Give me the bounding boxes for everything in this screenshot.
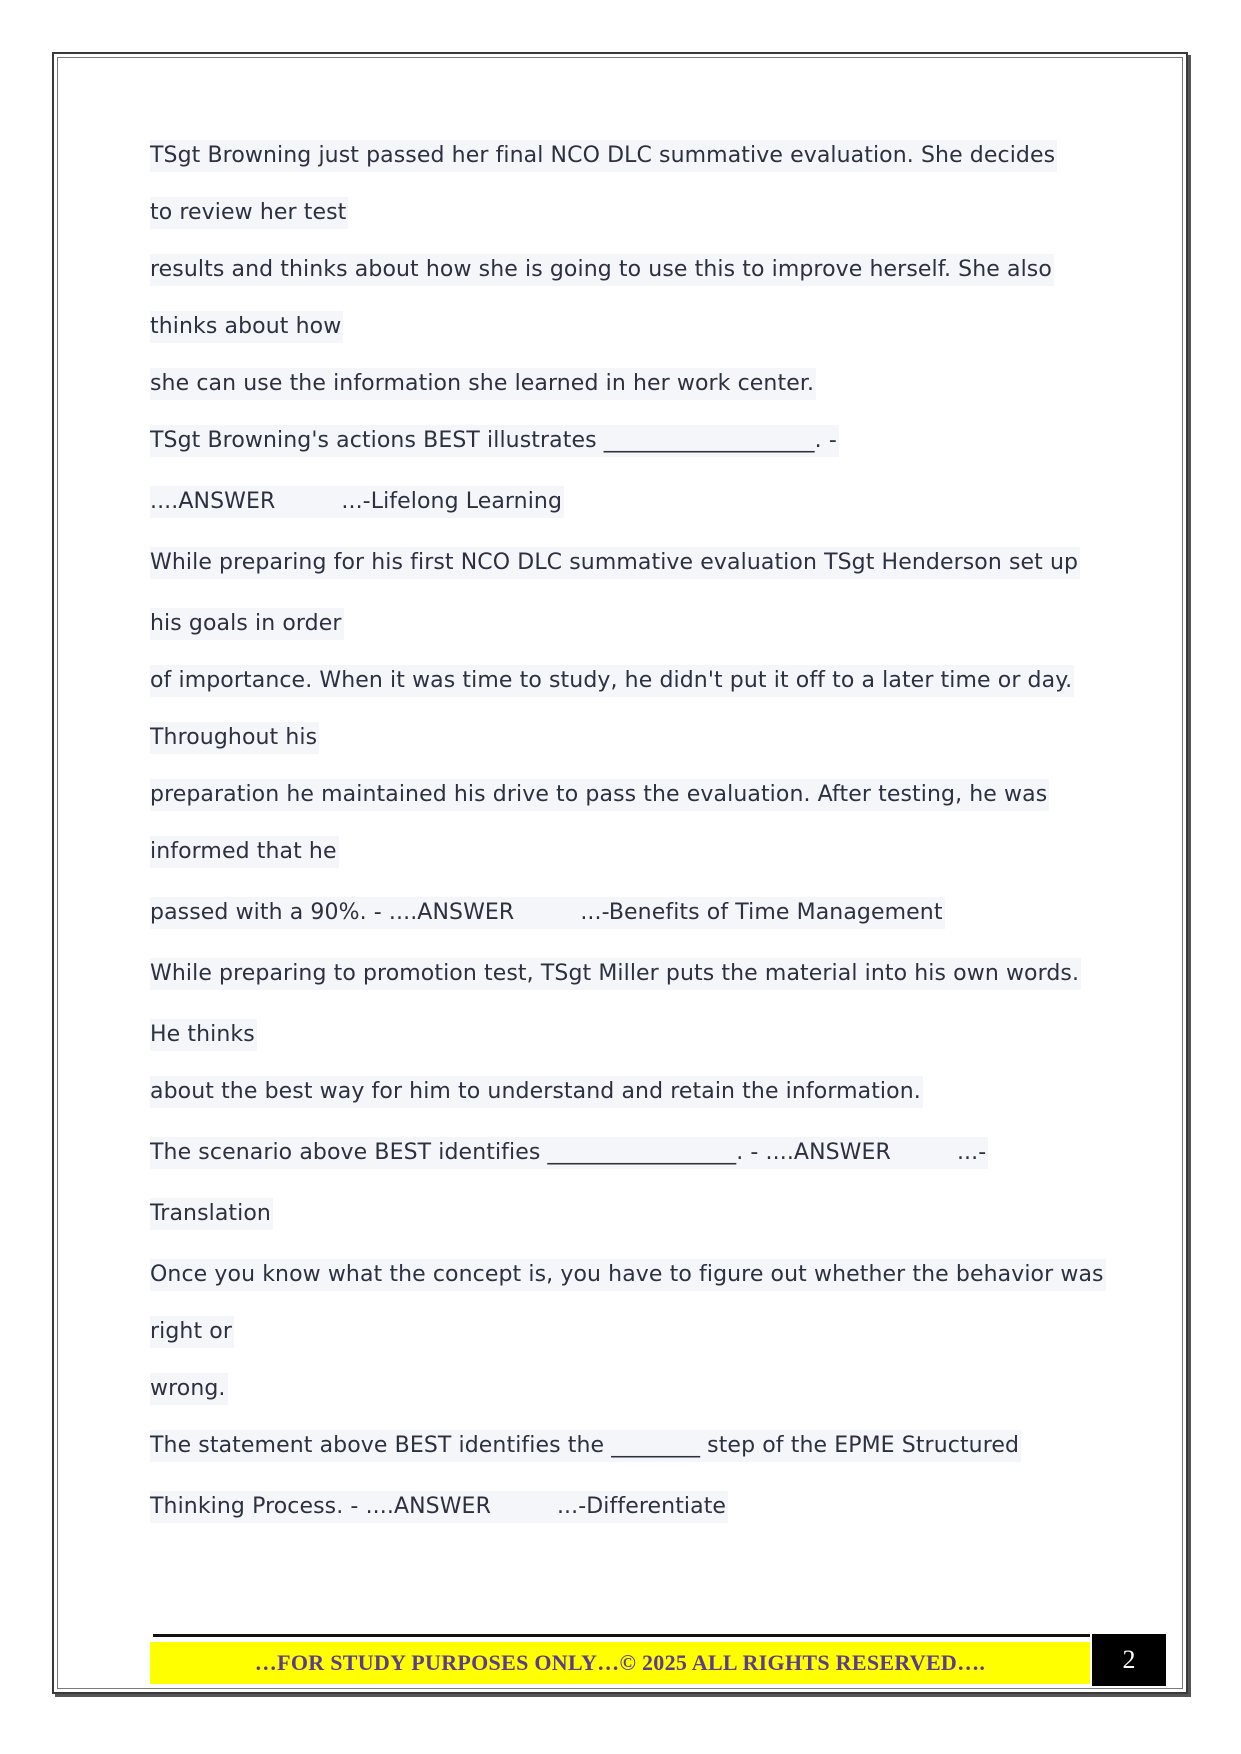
footer-rule	[153, 1634, 1090, 1637]
question-line: TSgt Browning's actions BEST illustrates ___________________. -	[150, 425, 839, 457]
page-number: 2	[1092, 1634, 1166, 1686]
text-line: preparation he maintained his drive to pass the evaluation. After testing, he was	[150, 779, 1049, 811]
text-line: He thinks	[150, 1019, 257, 1051]
answer-value: ...-	[956, 1140, 987, 1165]
answer-line-3	[150, 1137, 988, 1169]
document-body	[150, 140, 1110, 1523]
text-line: of importance. When it was time to study, he didn't put it off to a later time or day.	[150, 665, 1074, 697]
text-line: While preparing for his first NCO DLC summative evaluation TSgt Henderson set up	[150, 547, 1080, 579]
answer-value: ...-Benefits of Time Management	[580, 900, 943, 925]
text-line: his goals in order	[150, 608, 344, 640]
answer-line-2	[150, 897, 945, 929]
answer-value: ...-Differentiate	[556, 1494, 727, 1519]
text-line: TSgt Browning just passed her final NCO DLC summative evaluation. She decides	[150, 140, 1057, 172]
text-line: to review her test	[150, 197, 348, 229]
text-line: results and thinks about how she is going to use this to improve herself. She also	[150, 254, 1054, 286]
text-line: Throughout his	[150, 722, 319, 754]
text-line: While preparing to promotion test, TSgt Miller puts the material into his own words.	[150, 958, 1081, 990]
answer-line-1	[150, 486, 564, 518]
text-line: she can use the information she learned in her work center.	[150, 368, 816, 400]
text-line: about the best way for him to understand and retain the information.	[150, 1076, 923, 1108]
answer-prefix: The scenario above BEST identifies _________________. - ....ANSWER	[150, 1140, 891, 1165]
answer-line-4	[150, 1491, 728, 1523]
text-line: informed that he	[150, 836, 339, 868]
text-line: The statement above BEST identifies the ________ step of the EPME Structured	[150, 1430, 1021, 1462]
text-line: thinks about how	[150, 311, 343, 343]
answer-prefix: Thinking Process. - ....ANSWER	[150, 1494, 491, 1519]
text-line: right or	[150, 1316, 234, 1348]
footer-notice: …FOR STUDY PURPOSES ONLY…© 2025 ALL RIGHTS RESERVED….	[150, 1642, 1090, 1684]
text-line: wrong.	[150, 1373, 228, 1405]
answer-prefix: passed with a 90%. - ....ANSWER	[150, 900, 515, 925]
answer-value: ...-Lifelong Learning	[341, 489, 563, 514]
answer-label: ....ANSWER	[150, 489, 276, 514]
answer-continuation: Translation	[150, 1198, 273, 1230]
text-line: Once you know what the concept is, you have to figure out whether the behavior was	[150, 1259, 1106, 1291]
